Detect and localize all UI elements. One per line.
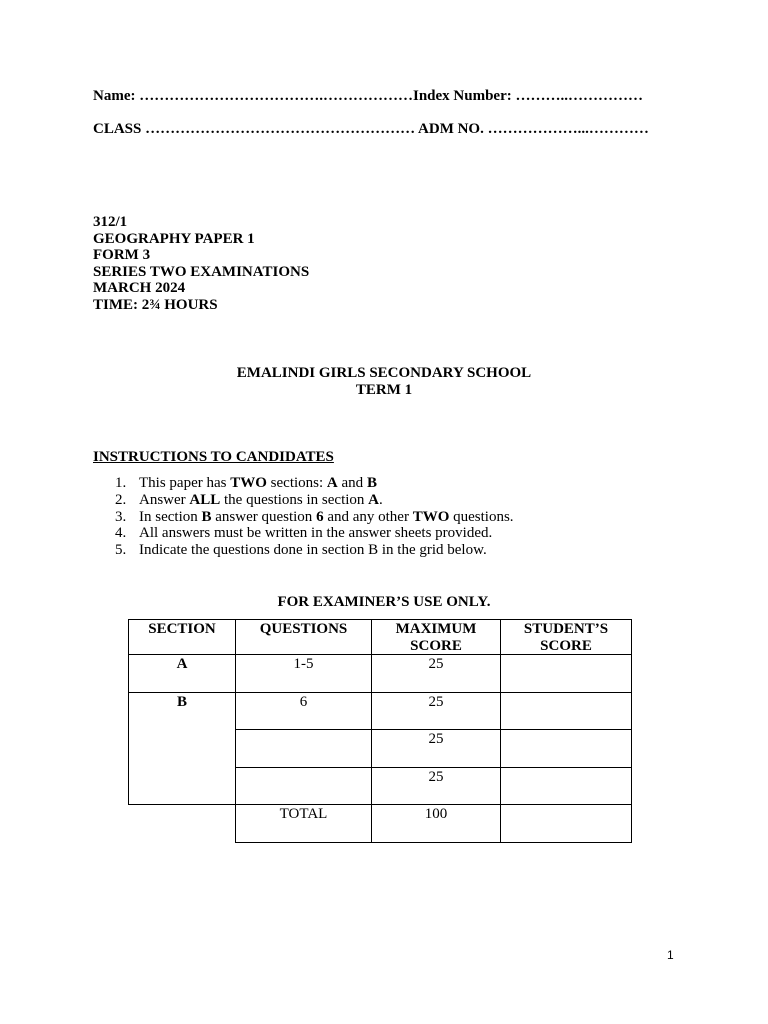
instruction-text: B <box>201 508 212 525</box>
cell-section: B <box>129 692 236 805</box>
instruction-text: Answer <box>139 491 190 508</box>
cell-questions: 1-5 <box>236 655 372 693</box>
instruction-text: . <box>379 491 383 508</box>
examiner-score-table <box>128 619 632 843</box>
instruction-text: and <box>337 475 367 491</box>
cell-student-score[interactable] <box>501 655 632 693</box>
instruction-number: 5. <box>115 542 127 559</box>
examiner-caption: FOR EXAMINER’S USE ONLY. <box>277 594 491 610</box>
school-name: EMALINDI GIRLS SECONDARY SCHOOL <box>236 365 532 381</box>
instruction-text: TWO <box>230 475 267 491</box>
cell-max-score: 25 <box>372 730 501 768</box>
instructions-list <box>93 475 514 559</box>
instruction-text: 6 <box>316 508 324 525</box>
instruction-text: questions. <box>449 508 514 525</box>
cell-max-score: 25 <box>372 655 501 693</box>
header-max-line2: SCORE <box>410 637 462 654</box>
instruction-text: the questions in section <box>220 491 369 508</box>
cell-max-score: 25 <box>372 692 501 730</box>
instruction-item <box>115 525 514 542</box>
instruction-text: Indicate the questions done in section B in the grid below. <box>139 542 487 559</box>
cell-max-score: 25 <box>372 767 501 805</box>
header-maximum-score <box>372 620 501 655</box>
instruction-text: In section <box>139 508 202 525</box>
table-header-row <box>129 620 632 655</box>
cell-total-student[interactable] <box>501 805 632 843</box>
table-row-section-b-1 <box>129 692 632 730</box>
paper-code: 312/1 <box>93 214 128 230</box>
instruction-text: ALL <box>189 491 221 508</box>
cell-questions[interactable] <box>236 730 372 768</box>
header-section: SECTION <box>129 620 236 655</box>
instruction-text: This paper has <box>139 475 231 491</box>
cell-total-max: 100 <box>372 805 501 843</box>
paper-info-block <box>93 214 309 314</box>
header-max-line1: MAXIMUM <box>395 621 477 637</box>
header-questions: QUESTIONS <box>236 620 372 655</box>
instruction-text: All answers must be written in the answer sheets provided. <box>139 525 493 542</box>
table-row-total <box>129 805 632 843</box>
class-adm-line: CLASS ……………………………………………… ADM NO. ………………...………… <box>93 121 649 137</box>
instruction-text: and any other <box>323 508 413 525</box>
paper-time: TIME: 2¾ HOURS <box>93 296 218 313</box>
page-number: 1 <box>667 948 674 962</box>
instruction-item <box>115 508 514 526</box>
header-student-line2: SCORE <box>540 637 592 654</box>
instruction-number: 3. <box>115 508 127 525</box>
paper-form: FORM 3 <box>93 247 151 264</box>
instruction-item <box>115 542 514 559</box>
paper-subject: GEOGRAPHY PAPER 1 <box>93 230 255 247</box>
instruction-text: B <box>366 475 377 491</box>
cell-student-score[interactable] <box>501 692 632 730</box>
cell-section: A <box>129 655 236 693</box>
cell-total-label: TOTAL <box>236 805 372 843</box>
header-student-score <box>501 620 632 655</box>
cell-student-score[interactable] <box>501 767 632 805</box>
instruction-text: answer question <box>211 508 317 525</box>
cell-empty <box>129 805 236 843</box>
cell-questions: 6 <box>236 692 372 730</box>
name-index-line: Name: ……………………………….………………Index Number: ………..…………… <box>93 88 643 104</box>
header-student-line1: STUDENT’S <box>523 621 609 637</box>
cell-questions[interactable] <box>236 767 372 805</box>
instruction-text: TWO <box>412 508 450 525</box>
instruction-text: sections: <box>266 475 327 491</box>
paper-series: SERIES TWO EXAMINATIONS <box>93 263 310 280</box>
instruction-item <box>115 475 514 492</box>
school-term: TERM 1 <box>355 382 413 398</box>
table-row-section-a <box>129 655 632 693</box>
instruction-item <box>115 491 514 509</box>
instruction-number: 4. <box>115 525 127 542</box>
paper-date: MARCH 2024 <box>93 280 186 297</box>
instruction-number: 1. <box>115 475 127 491</box>
instructions-title: INSTRUCTIONS TO CANDIDATES <box>93 449 334 465</box>
cell-student-score[interactable] <box>501 730 632 768</box>
instruction-text: A <box>326 475 338 491</box>
instruction-number: 2. <box>115 491 127 508</box>
instruction-text: A <box>368 491 379 508</box>
